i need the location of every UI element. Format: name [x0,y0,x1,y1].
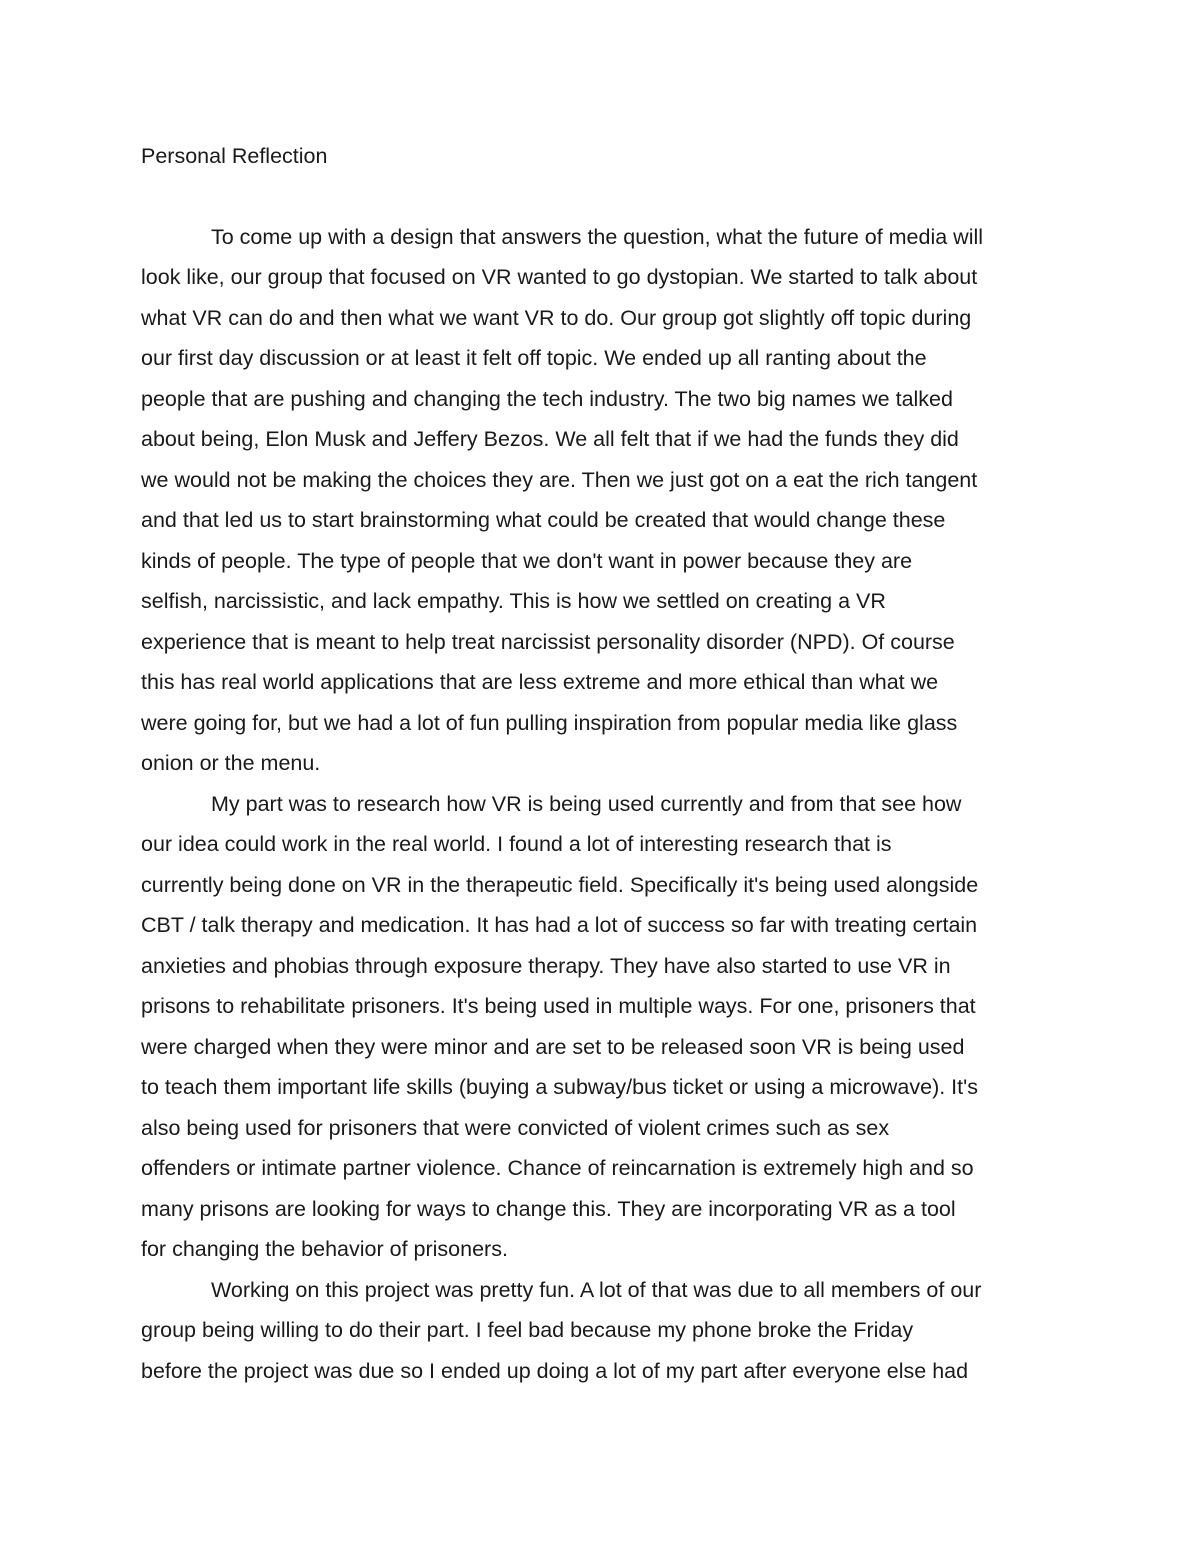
text-line: people that are pushing and changing the tech industry. The two big names we talked [141,387,953,411]
text-line: what VR can do and then what we want VR to do. Our group got slightly off topic during [141,306,972,330]
text-line: offenders or intimate partner violence. Chance of reincarnation is extremely high and so [141,1156,974,1180]
text-line: group being willing to do their part. I feel bad because my phone broke the Friday [141,1318,914,1342]
text-line: were charged when they were minor and are set to be released soon VR is being used [141,1035,965,1059]
text-line: experience that is meant to help treat narcissist personality disorder (NPD). Of course [141,630,955,654]
text-line: anxieties and phobias through exposure therapy. They have also started to use VR in [141,954,951,978]
text-line: our first day discussion or at least it felt off topic. We ended up all ranting about the [141,346,927,370]
text-line: before the project was due so I ended up doing a lot of my part after everyone else had [141,1359,969,1383]
text-line: To come up with a design that answers the question, what the future of media will [211,225,984,249]
text-line: about being, Elon Musk and Jeffery Bezos. We all felt that if we had the funds they did [141,427,959,451]
text-line: My part was to research how VR is being used currently and from that see how [211,792,962,816]
text-line: kinds of people. The type of people that we don't want in power because they are [141,549,913,573]
text-line: and that led us to start brainstorming what could be created that would change these [141,508,946,532]
text-line: prisons to rehabilitate prisoners. It's being used in multiple ways. For one, prisoners that [141,994,976,1018]
text-line: we would not be making the choices they are. Then we just got on a eat the rich tangent [141,468,978,492]
text-line: for changing the behavior of prisoners. [141,1237,508,1261]
text-line: look like, our group that focused on VR wanted to go dystopian. We started to talk about [141,265,978,289]
text-line: currently being done on VR in the therapeutic field. Specifically it's being used alongside [141,873,979,897]
text-line: many prisons are looking for ways to change this. They are incorporating VR as a tool [141,1197,956,1221]
text-line: CBT / talk therapy and medication. It has had a lot of success so far with treating certain [141,913,978,937]
document-title: Personal Reflection [141,144,328,168]
text-line: onion or the menu. [141,751,321,775]
text-line: selfish, narcissistic, and lack empathy. This is how we settled on creating a VR [141,589,886,613]
text-line: were going for, but we had a lot of fun pulling inspiration from popular media like glass [141,711,958,735]
text-line: to teach them important life skills (buying a subway/bus ticket or using a microwave). It's [141,1075,978,1099]
text-line: also being used for prisoners that were convicted of violent crimes such as sex [141,1116,890,1140]
text-line: Working on this project was pretty fun. A lot of that was due to all members of our [211,1278,982,1302]
text-line: our idea could work in the real world. I found a lot of interesting research that is [141,832,892,856]
text-line: this has real world applications that are less extreme and more ethical than what we [141,670,939,694]
